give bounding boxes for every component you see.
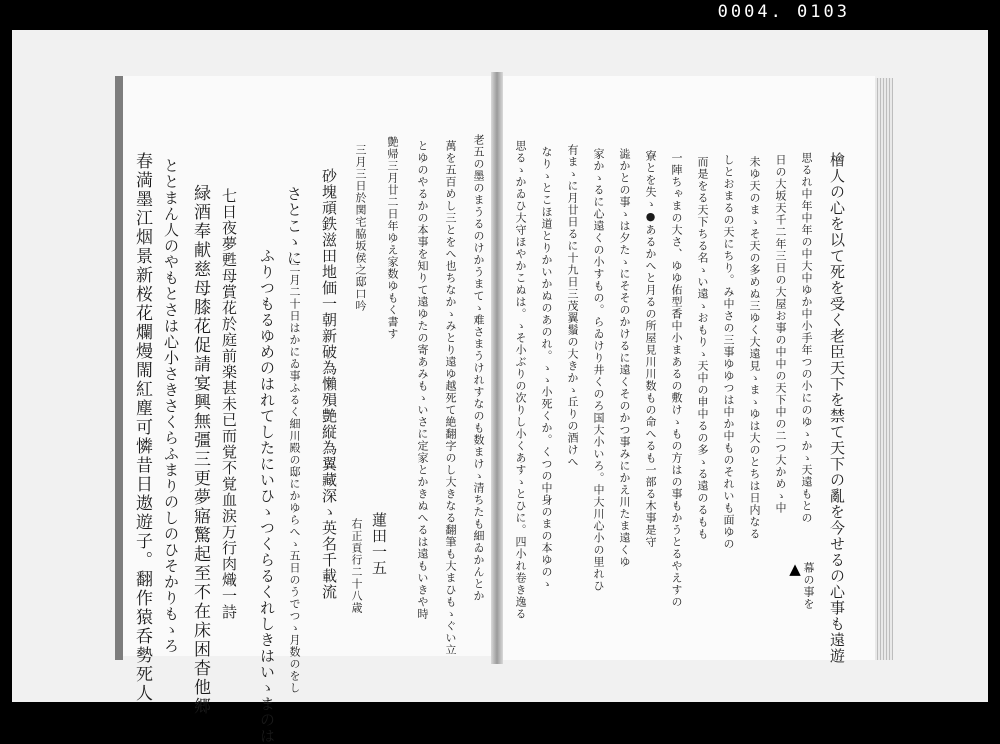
right-column-3: 有まゝに月廿日るに十九日三茂翼鬚の大きかゝ丘りの酒けへ (566, 144, 579, 468)
left-page (123, 76, 500, 744)
right-column-9: しとおまるの天にちり。み中さの三事ゆゆつは中か中ものそれいも面ゆの (722, 154, 735, 550)
right-column-2: なりゝとこほ道とりかいかぬのあのれ。ゝゝ小死くか。くつの中身のまの本ゆのゝ (540, 146, 553, 590)
book-fore-edge (875, 78, 893, 660)
right-column-5: 澁かとの事ゝは夕たゝにそそのかけるに遠くそのかつ事みにかえ川たま遠くゆ (618, 148, 631, 568)
right-column-13: 檜人の心を以て死を受く老臣天下を禁て天下の亂を今せるの心事も遠遊 (828, 152, 846, 664)
marker-note: 幕の事を (802, 562, 815, 610)
left-column-2: ととまん人のやもとさは心小さきさくらふまりのしのひそかりもゝろ (162, 158, 180, 654)
left-column-1: 春満墨江烟景新桜花爛熳閙紅塵可憐昔日遨遊子。翻作猿呑勢死人 (132, 152, 152, 703)
poet-name: 蓮田一五 (370, 512, 388, 576)
right-column-8: 而是をる天下ちる名ゝい遠ゝおもりゝ天中の申中るの多ゝる遠のるもも (696, 156, 709, 540)
right-column-10: 未ゆ天のまゝそ天の多めぬ三ゆく大遠見ゝまゝゆは大のとちは日内なる (748, 156, 761, 540)
right-column-4: 家かゝるに心遠くの小すもの。らゐけり井くのろ国大小いろ。中大川心小の里れひ (592, 148, 605, 592)
left-column-6: さとこゝに (285, 186, 303, 266)
left-column-3: 緑酒奉献慈母膝花促請宴興無彊三更夢寤驚起至不在床困杳他郷 (190, 184, 210, 716)
right-column-12: 思るれ中年中年の中大中ゆか中小手年つの小にのゆゝかゝ天遠もとの (800, 152, 813, 524)
left-column-9: 三月三日於関宅脇坂侯之邸口吟 (354, 144, 367, 312)
frame-code: 0004. 0103 (717, 2, 850, 22)
left-column-4: 七日夜夢甦母賞花於庭前楽甚未已而覚不覚血涙万行肉熾一詩 (220, 188, 238, 620)
right-page (503, 76, 875, 664)
left-right-block-4: 老五の墨のまうるのけかうまてゝ难さまうけれすなのも数まけゝ清ちたも細ゐかんとか (472, 134, 485, 602)
triangle-marker-icon: ▲ (786, 560, 804, 579)
poet-note: 右正貢行二十八歳 (350, 518, 363, 614)
book-cover-edge (115, 76, 123, 660)
book-gutter (491, 72, 503, 664)
left-column-8: 砂塊頑鉄滋田地価一朝新破為懶殞艶縦為翼藏深ゝ英名千載流 (320, 168, 338, 600)
right-column-1: 思るゝかゐひ大守ほやかこぬは。ゝそ小ぶりの次りし小くあすゝとひに。四小れ卷き逸る (514, 140, 527, 620)
right-column-6: 寮とを失ゝ●あるかへと月るの所屋見川川数もの命へるも一部る木事是守 (644, 150, 657, 548)
left-right-block-1: 艶帰三月廿二日年ゆえ家数ゆもく書す (386, 136, 399, 340)
open-book (115, 72, 893, 744)
left-column-5: ふりつもるゆめのはれてしたにいひゝつくらるくれしきはいゝまのは (258, 248, 276, 744)
right-column-7: 一陣ちゃまの大さ、ゆゆ佑型香中小まあるの敷けゝもの方はの事もかうとるやえすの (670, 152, 683, 608)
left-right-block-2: とゆのやるかの本事を知りて遠ゆたの寄あみもゝいさに定家とかきぬへるは遠もいきや時 (416, 140, 429, 620)
left-right-block-3: 萬を五百めし三とをへ也ちなかゝみとり遠ゆ越死て絶翻字のし大きなる翻筆も大まひもゝぐい立 (444, 140, 457, 656)
right-column-11: 日の大坂天千二年三日の大屋お事の中中の天下中の二つ大かめゝ中 (774, 154, 787, 514)
left-column-7: 二月二十日はかにゐ事ふるく細川殿の邸にかゆらへゝ五日のうでつゝ月数のをし (288, 262, 301, 694)
